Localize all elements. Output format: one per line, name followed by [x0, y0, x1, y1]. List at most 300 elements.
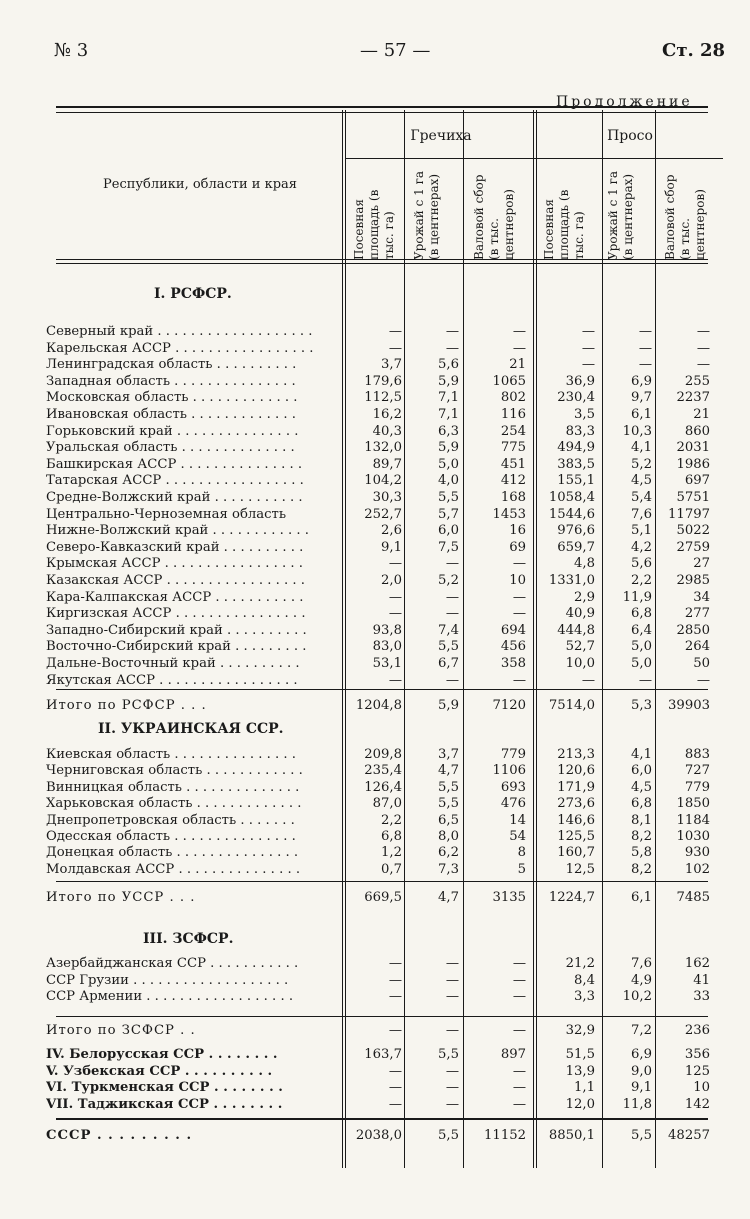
cell-value: 5,5 — [438, 639, 459, 655]
row-label: Черниговская область . . . . . . . . . . . . — [46, 763, 303, 779]
cell-value: — — [445, 989, 459, 1004]
cell-value: 4,7 — [438, 890, 459, 905]
cell-value: — — [512, 956, 526, 971]
row-label: Ивановская область . . . . . . . . . . . . . — [46, 407, 296, 422]
cell-value: 40,9 — [565, 606, 595, 622]
cell-value: 160,7 — [557, 845, 595, 861]
cell-value: 5,8 — [631, 845, 652, 861]
cell-value: 102 — [684, 861, 710, 877]
cell-value: — — [445, 1080, 459, 1096]
cell-value: 7,2 — [631, 1023, 652, 1038]
cell-value: — — [388, 1080, 402, 1096]
table-row — [0, 522, 750, 539]
row-label: СССР . . . . . . . . . — [46, 1128, 193, 1143]
cell-value: 3,7 — [438, 747, 459, 762]
cell-value: 6,1 — [631, 407, 652, 422]
cell-value: 8,0 — [438, 829, 459, 844]
cell-value: 1030 — [676, 829, 710, 844]
col-header-area-1: Посевная площадь (в тыс. га) — [352, 189, 396, 260]
cell-value: 11,9 — [622, 589, 652, 605]
row-label: Киевская область . . . . . . . . . . . . . . . — [46, 747, 296, 762]
cell-value: 4,7 — [438, 763, 459, 779]
cell-value: 125,5 — [557, 829, 595, 844]
cell-value: 53,1 — [372, 656, 402, 671]
table-row — [0, 889, 750, 906]
table-row — [0, 779, 750, 796]
cell-value: 5751 — [676, 490, 710, 505]
cell-value: 5,2 — [631, 456, 652, 472]
table-row — [0, 389, 750, 406]
cell-value: 163,7 — [364, 1047, 402, 1062]
cell-value: — — [512, 324, 526, 339]
cell-value: — — [388, 556, 402, 572]
table-row — [0, 746, 750, 763]
row-label: Северный край . . . . . . . . . . . . . . . . . . . — [46, 324, 313, 339]
table-row — [0, 955, 750, 972]
cell-value: — — [512, 672, 526, 688]
cell-value: 4,5 — [631, 779, 652, 795]
cell-value: 1224,7 — [548, 890, 595, 905]
cell-value: 2850 — [676, 622, 710, 638]
cell-value: — — [581, 340, 595, 356]
cell-value: 3135 — [492, 890, 526, 905]
cell-value: 10,0 — [565, 656, 595, 671]
cell-value: 3,3 — [574, 989, 595, 1004]
cell-value: 87,0 — [372, 796, 402, 812]
cell-value: 779 — [684, 779, 710, 795]
cell-value: — — [445, 672, 459, 688]
col-header-harvest-1: Валовой сбор (в тыс. центнеров) — [472, 174, 516, 260]
cell-value: 669,5 — [364, 890, 402, 905]
cell-value: 7514,0 — [548, 698, 595, 713]
row-label: Карельская АССР . . . . . . . . . . . . . . . . . — [46, 340, 314, 356]
cell-value: — — [512, 340, 526, 356]
cell-value: 5,5 — [438, 779, 459, 795]
cell-value: — — [512, 589, 526, 605]
table-row — [0, 1096, 750, 1113]
cell-value: 4,8 — [574, 556, 595, 572]
cell-value: 5 — [517, 861, 526, 877]
cell-value: 1331,0 — [548, 573, 595, 588]
row-label: Московская область . . . . . . . . . . . . . — [46, 390, 298, 406]
cell-value: 254 — [500, 423, 526, 439]
table-row — [0, 1079, 750, 1096]
table-row — [0, 988, 750, 1005]
continuation-note: Продолжение — [556, 94, 693, 110]
cell-value: 13,9 — [565, 1063, 595, 1079]
cell-value: 40,3 — [372, 423, 402, 439]
cell-value: 5022 — [676, 523, 710, 539]
row-header: Республики, области и края — [103, 177, 297, 192]
cell-value: — — [388, 1063, 402, 1079]
cell-value: 146,6 — [557, 812, 595, 828]
cell-value: — — [445, 972, 459, 988]
cell-value: 1,1 — [574, 1080, 595, 1096]
table-row — [0, 861, 750, 878]
section-zsfsr: III. ЗСФСР. — [143, 931, 234, 947]
table-row — [0, 373, 750, 390]
row-label: Казакская АССР . . . . . . . . . . . . . . . . . — [46, 573, 305, 588]
cell-value: — — [696, 672, 710, 688]
cell-value: 5,0 — [631, 639, 652, 655]
cell-value: 11797 — [668, 506, 710, 522]
cell-value: 8 — [517, 845, 526, 861]
article-number: Ст. 28 — [662, 40, 726, 61]
cell-value: 1204,8 — [355, 698, 402, 713]
table-row — [0, 638, 750, 655]
cell-value: — — [512, 606, 526, 622]
cell-value: 12,0 — [565, 1096, 595, 1112]
cell-value: 12,5 — [565, 861, 595, 877]
cell-value: 171,9 — [557, 779, 595, 795]
cell-value: 6,0 — [631, 763, 652, 779]
cell-value: 10 — [693, 1080, 710, 1096]
rule-before-total-rsfsr — [56, 689, 708, 690]
cell-value: 659,7 — [557, 539, 595, 555]
cell-value: 33 — [693, 989, 710, 1004]
row-label: ССР Грузии . . . . . . . . . . . . . . . . . . . — [46, 972, 289, 988]
cell-value: 6,2 — [438, 845, 459, 861]
cell-value: 1453 — [492, 506, 526, 522]
cell-value: — — [445, 1063, 459, 1079]
row-label: Итого по РСФСР . . . — [46, 698, 207, 713]
cell-value: 7,1 — [438, 390, 459, 406]
cell-value: 213,3 — [557, 747, 595, 762]
cell-value: 16 — [509, 523, 526, 539]
table-row — [0, 828, 750, 845]
cell-value: 358 — [500, 656, 526, 671]
cell-value: 9,7 — [631, 390, 652, 406]
cell-value: 5,5 — [438, 1047, 459, 1062]
cell-value: 1544,6 — [548, 506, 595, 522]
cell-value: 4,0 — [438, 473, 459, 489]
cell-value: 2,0 — [381, 573, 402, 588]
row-label: Западно-Сибирский край . . . . . . . . . . — [46, 622, 307, 638]
cell-value: — — [512, 1063, 526, 1079]
row-label: Донецкая область . . . . . . . . . . . . . . . — [46, 845, 299, 861]
table-row — [0, 539, 750, 556]
table-row — [0, 406, 750, 423]
cell-value: 6,0 — [438, 523, 459, 539]
table-row — [0, 489, 750, 506]
section-ukr: II. УКРАИНСКАЯ ССР. — [98, 721, 284, 737]
cell-value: 236 — [684, 1023, 710, 1038]
cell-value: 5,0 — [631, 656, 652, 671]
cell-value: 1986 — [676, 456, 710, 472]
cell-value: 5,3 — [631, 698, 652, 713]
cell-value: 142 — [684, 1096, 710, 1112]
row-label: Горьковский край . . . . . . . . . . . . . . . — [46, 423, 299, 439]
row-label: Ленинградская область . . . . . . . . . . — [46, 357, 297, 373]
cell-value: 252,7 — [364, 506, 402, 522]
cell-value: — — [388, 672, 402, 688]
cell-value: 3,7 — [381, 357, 402, 373]
table-row — [0, 655, 750, 672]
table-row — [0, 423, 750, 440]
cell-value: 5,5 — [631, 1128, 652, 1143]
cell-value: 5,6 — [438, 357, 459, 373]
row-label: Киргизская АССР . . . . . . . . . . . . . . . . — [46, 606, 306, 622]
row-label: Одесская область . . . . . . . . . . . . . . . — [46, 829, 296, 844]
row-label: Центрально-Черноземная область — [46, 506, 287, 522]
cell-value: 451 — [500, 456, 526, 472]
table-row — [0, 762, 750, 779]
cell-value: 51,5 — [565, 1047, 595, 1062]
table-row — [0, 589, 750, 606]
cell-value: 11,8 — [622, 1096, 652, 1112]
cell-value: — — [638, 357, 652, 373]
cell-value: — — [512, 972, 526, 988]
col-header-yield-2: Урожай с 1 га (в центнерах) — [606, 170, 635, 260]
cell-value: 5,9 — [438, 698, 459, 713]
table-row — [0, 795, 750, 812]
cell-value: — — [445, 340, 459, 356]
row-label: Итого по ЗСФСР . . — [46, 1023, 196, 1038]
cell-value: — — [388, 1096, 402, 1112]
cell-value: 7,5 — [438, 539, 459, 555]
cell-value: — — [512, 1023, 526, 1038]
cell-value: 860 — [684, 423, 710, 439]
cell-value: 9,1 — [631, 1080, 652, 1096]
table-row — [0, 340, 750, 357]
rule-before-total-zsfsr — [56, 1016, 708, 1017]
cell-value: 6,3 — [438, 423, 459, 439]
cell-value: 16,2 — [372, 407, 402, 422]
cell-value: 2759 — [676, 539, 710, 555]
cell-value: 2237 — [676, 390, 710, 406]
cell-value: — — [445, 324, 459, 339]
table-row — [0, 572, 750, 589]
cell-value: 230,4 — [557, 390, 595, 406]
cell-value: 10,3 — [622, 423, 652, 439]
row-label: Харьковская область . . . . . . . . . . . . . — [46, 796, 302, 812]
cell-value: 3,5 — [574, 407, 595, 422]
cell-value: 1850 — [676, 796, 710, 812]
cell-value: 54 — [509, 829, 526, 844]
cell-value: — — [512, 989, 526, 1004]
cell-value: 255 — [684, 373, 710, 389]
cell-value: 50 — [693, 656, 710, 671]
table-row — [0, 697, 750, 714]
cell-value: 83,0 — [372, 639, 402, 655]
cell-value: 9,1 — [381, 539, 402, 555]
table-row — [0, 555, 750, 572]
cell-value: 2031 — [676, 440, 710, 456]
cell-value: 5,5 — [438, 490, 459, 505]
row-label: IV. Белорусская ССР . . . . . . . . — [46, 1047, 278, 1062]
cell-value: — — [388, 589, 402, 605]
cell-value: 168 — [500, 490, 526, 505]
cell-value: 7,6 — [631, 956, 652, 971]
cell-value: 2,2 — [381, 812, 402, 828]
table-row — [0, 605, 750, 622]
cell-value: 802 — [500, 390, 526, 406]
cell-value: 6,5 — [438, 812, 459, 828]
cell-value: 4,9 — [631, 972, 652, 988]
row-label: Северо-Кавказский край . . . . . . . . . . — [46, 539, 304, 555]
cell-value: 5,9 — [438, 373, 459, 389]
cell-value: 179,6 — [364, 373, 402, 389]
row-label: Уральская область . . . . . . . . . . . . . . — [46, 440, 295, 456]
cell-value: — — [388, 606, 402, 622]
rule-before-total-ukr — [56, 881, 708, 882]
cell-value: 126,4 — [364, 779, 402, 795]
cell-value: 277 — [684, 606, 710, 622]
table-row — [0, 1046, 750, 1063]
table-row — [0, 1063, 750, 1080]
row-label: Татарская АССР . . . . . . . . . . . . . . . . . — [46, 473, 304, 489]
cell-value: 5,5 — [438, 1128, 459, 1143]
cell-value: 83,3 — [565, 423, 595, 439]
cell-value: — — [638, 324, 652, 339]
row-label: Средне-Волжский край . . . . . . . . . . . — [46, 490, 303, 505]
cell-value: 6,9 — [631, 373, 652, 389]
table-row — [0, 323, 750, 340]
cell-value: 7120 — [492, 698, 526, 713]
cell-value: 5,1 — [631, 523, 652, 539]
cell-value: 8,4 — [574, 972, 595, 988]
row-label: Нижне-Волжский край . . . . . . . . . . . . — [46, 523, 309, 539]
cell-value: 930 — [684, 845, 710, 861]
group-millet: Просо — [607, 128, 653, 144]
cell-value: — — [388, 324, 402, 339]
table-row — [0, 506, 750, 523]
cell-value: 6,7 — [438, 656, 459, 671]
cell-value: — — [581, 357, 595, 373]
cell-value: — — [388, 989, 402, 1004]
cell-value: 93,8 — [372, 622, 402, 638]
row-label: Якутская АССР . . . . . . . . . . . . . . . . . — [46, 672, 298, 688]
cell-value: 30,3 — [372, 490, 402, 505]
row-label: Винницкая область . . . . . . . . . . . . . . — [46, 779, 300, 795]
cell-value: 89,7 — [372, 456, 402, 472]
cell-value: — — [388, 972, 402, 988]
page-number: — 57 — — [360, 40, 431, 61]
cell-value: 273,6 — [557, 796, 595, 812]
cell-value: 2,9 — [574, 589, 595, 605]
cell-value: 412 — [500, 473, 526, 489]
top-rule-thin — [56, 112, 708, 113]
cell-value: — — [388, 1023, 402, 1038]
cell-value: 4,2 — [631, 539, 652, 555]
group-header-rule — [346, 158, 723, 159]
cell-value: 4,1 — [631, 747, 652, 762]
table-row — [0, 1022, 750, 1039]
cell-value: 21 — [509, 357, 526, 373]
cell-value: 1058,4 — [548, 490, 595, 505]
cell-value: 6,1 — [631, 890, 652, 905]
cell-value: 4,5 — [631, 473, 652, 489]
cell-value: 8,1 — [631, 812, 652, 828]
cell-value: 693 — [500, 779, 526, 795]
cell-value: — — [445, 1096, 459, 1112]
cell-value: 116 — [500, 407, 526, 422]
table-row — [0, 1127, 750, 1144]
cell-value: 41 — [693, 972, 710, 988]
table-row — [0, 844, 750, 861]
cell-value: 2,6 — [381, 523, 402, 539]
cell-value: 775 — [500, 440, 526, 456]
cell-value: 7485 — [676, 890, 710, 905]
row-label: Крымская АССР . . . . . . . . . . . . . . . . . — [46, 556, 303, 572]
cell-value: 456 — [500, 639, 526, 655]
cell-value: 112,5 — [364, 390, 402, 406]
cell-value: 444,8 — [557, 622, 595, 638]
table-row — [0, 972, 750, 989]
table-row — [0, 622, 750, 639]
header-rule-2 — [56, 263, 708, 264]
cell-value: — — [445, 956, 459, 971]
cell-value: 897 — [500, 1047, 526, 1062]
cell-value: 69 — [509, 539, 526, 555]
cell-value: 5,6 — [631, 556, 652, 572]
rule-before-total-ussr — [56, 1118, 708, 1120]
cell-value: 48257 — [668, 1128, 710, 1143]
cell-value: 356 — [684, 1047, 710, 1062]
cell-value: 476 — [500, 796, 526, 812]
cell-value: 7,1 — [438, 407, 459, 422]
cell-value: 34 — [693, 589, 710, 605]
cell-value: 27 — [693, 556, 710, 572]
cell-value: 209,8 — [364, 747, 402, 762]
row-label: ССР Армении . . . . . . . . . . . . . . . . . . — [46, 989, 294, 1004]
cell-value: 5,7 — [438, 506, 459, 522]
cell-value: — — [388, 956, 402, 971]
row-label: V. Узбекская ССР . . . . . . . . . . — [46, 1063, 273, 1079]
cell-value: 727 — [684, 763, 710, 779]
cell-value: 6,8 — [631, 606, 652, 622]
table-row — [0, 439, 750, 456]
cell-value: 6,8 — [631, 796, 652, 812]
cell-value: 132,0 — [364, 440, 402, 456]
cell-value: 10 — [509, 573, 526, 588]
cell-value: 1184 — [676, 812, 710, 828]
row-label: Башкирская АССР . . . . . . . . . . . . . . . — [46, 456, 303, 472]
cell-value: 14 — [509, 812, 526, 828]
table-row — [0, 356, 750, 373]
row-label: VI. Туркменская ССР . . . . . . . . — [46, 1080, 283, 1096]
col-header-yield-1: Урожай с 1 га (в центнерах) — [412, 170, 441, 260]
cell-value: 694 — [500, 622, 526, 638]
row-label: Западная область . . . . . . . . . . . . . . . — [46, 373, 296, 389]
col-header-harvest-2: Валовой сбор (в тыс. центнеров) — [663, 174, 707, 260]
cell-value: 1,2 — [381, 845, 402, 861]
cell-value: 883 — [684, 747, 710, 762]
cell-value: — — [696, 357, 710, 373]
cell-value: — — [445, 1023, 459, 1038]
cell-value: 10,2 — [622, 989, 652, 1004]
cell-value: 2038,0 — [355, 1128, 402, 1143]
row-label: Молдавская АССР . . . . . . . . . . . . . . . — [46, 861, 301, 877]
cell-value: 52,7 — [565, 639, 595, 655]
row-label: Итого по УССР . . . — [46, 890, 196, 905]
cell-value: 5,9 — [438, 440, 459, 456]
cell-value: 36,9 — [565, 373, 595, 389]
cell-value: 7,4 — [438, 622, 459, 638]
cell-value: 6,9 — [631, 1047, 652, 1062]
cell-value: — — [581, 324, 595, 339]
cell-value: 235,4 — [364, 763, 402, 779]
cell-value: — — [638, 672, 652, 688]
cell-value: 697 — [684, 473, 710, 489]
cell-value: 162 — [684, 956, 710, 971]
cell-value: 8,2 — [631, 861, 652, 877]
cell-value: 5,0 — [438, 456, 459, 472]
cell-value: — — [696, 340, 710, 356]
cell-value: 21 — [693, 407, 710, 422]
cell-value: 39903 — [668, 698, 710, 713]
cell-value: 779 — [500, 747, 526, 762]
